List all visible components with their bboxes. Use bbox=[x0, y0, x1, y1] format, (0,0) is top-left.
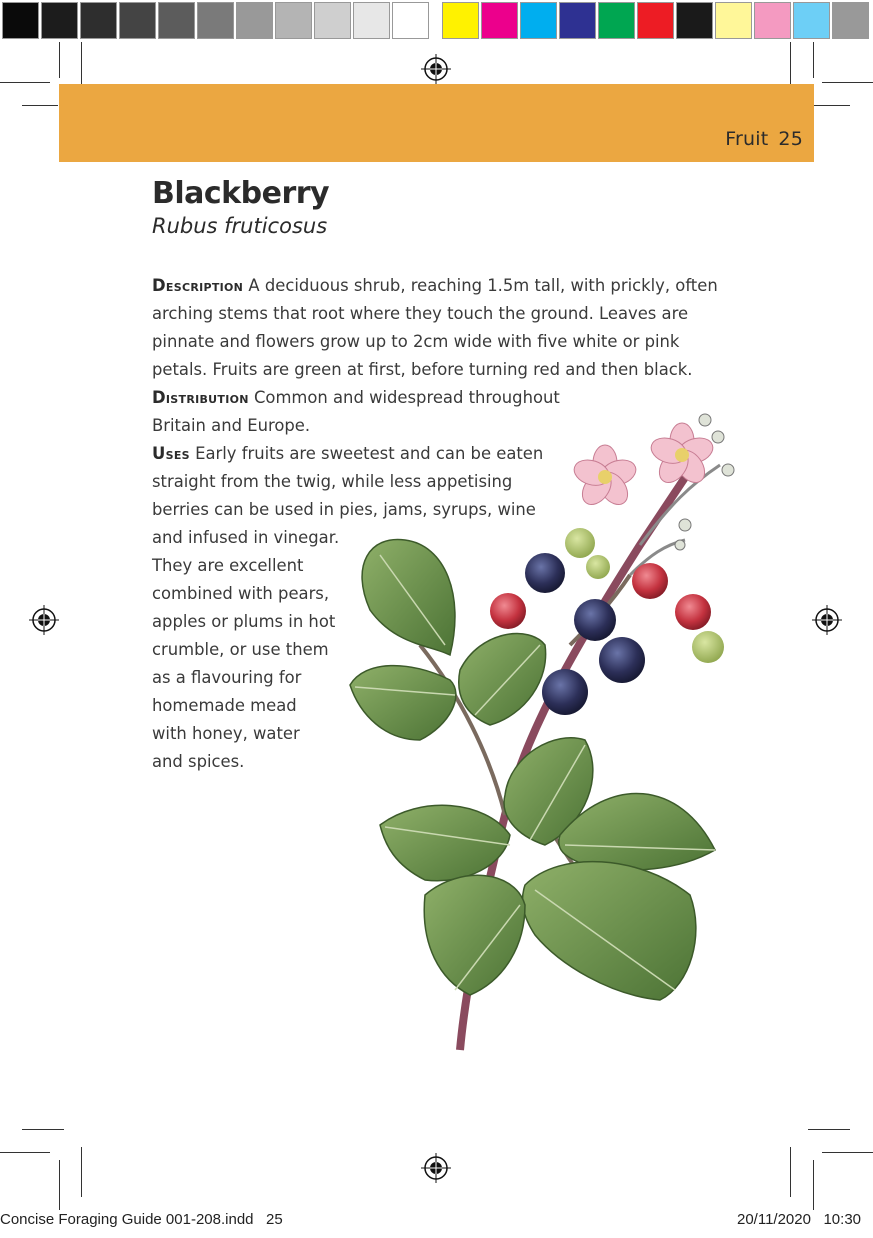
color-swatch bbox=[559, 2, 596, 39]
text-line: crumble, or use them bbox=[152, 640, 329, 659]
color-swatch bbox=[676, 2, 713, 39]
red-berry bbox=[632, 563, 668, 599]
text-line: petals. Fruits are green at first, before turning red and then black. bbox=[152, 360, 693, 379]
red-berry bbox=[675, 594, 711, 630]
color-swatch bbox=[2, 2, 39, 39]
crop-mark bbox=[790, 1147, 791, 1197]
text-line: with honey, water bbox=[152, 724, 300, 743]
color-swatch bbox=[119, 2, 156, 39]
leaf bbox=[350, 666, 456, 740]
text-line: as a flavouring for bbox=[152, 668, 302, 687]
section-name: Fruit bbox=[725, 128, 769, 150]
text-line: straight from the twig, while less appetising bbox=[152, 472, 513, 491]
color-swatch bbox=[442, 2, 479, 39]
green-berry bbox=[692, 631, 724, 663]
color-swatch bbox=[158, 2, 195, 39]
registration-mark-icon bbox=[29, 605, 59, 635]
text-line: Description A deciduous shrub, reaching 1.5m tall, with prickly, often bbox=[152, 276, 718, 295]
color-swatch bbox=[832, 2, 869, 39]
crop-mark bbox=[822, 82, 873, 83]
text-line: arching stems that root where they touch the ground. Leaves are bbox=[152, 304, 689, 323]
file-slug: Concise Foraging Guide 001-208.indd 25 bbox=[0, 1211, 283, 1228]
crop-mark bbox=[59, 1160, 60, 1210]
text-line: combined with pears, bbox=[152, 584, 330, 603]
color-swatch bbox=[793, 2, 830, 39]
registration-mark-icon bbox=[812, 605, 842, 635]
distribution-label: Distribution bbox=[152, 388, 249, 407]
color-swatch bbox=[353, 2, 390, 39]
running-header bbox=[725, 128, 803, 150]
species-common-name: Blackberry bbox=[152, 176, 330, 211]
text-line: Britain and Europe. bbox=[152, 416, 311, 435]
crop-mark bbox=[81, 1147, 82, 1197]
color-swatch bbox=[236, 2, 273, 39]
crop-mark bbox=[0, 82, 50, 83]
color-swatch bbox=[637, 2, 674, 39]
black-berry bbox=[525, 553, 565, 593]
flower-bud bbox=[722, 464, 734, 476]
text-line: apples or plums in hot bbox=[152, 612, 336, 631]
color-swatch bbox=[392, 2, 429, 39]
leaf bbox=[424, 875, 525, 995]
registration-mark-icon bbox=[421, 1153, 451, 1183]
text-line: Uses Early fruits are sweetest and can be eaten bbox=[152, 444, 544, 463]
crop-mark bbox=[822, 1152, 873, 1153]
species-latin-name: Rubus fruticosus bbox=[152, 214, 328, 238]
crop-mark bbox=[813, 1160, 814, 1210]
registration-mark-icon bbox=[421, 54, 451, 84]
black-berry bbox=[574, 599, 616, 641]
color-swatch bbox=[754, 2, 791, 39]
color-swatch bbox=[275, 2, 312, 39]
black-berry bbox=[599, 637, 645, 683]
color-swatch bbox=[314, 2, 351, 39]
flower-bud bbox=[679, 519, 691, 531]
crop-mark bbox=[813, 42, 814, 78]
text-line: and infused in vinegar. bbox=[152, 528, 340, 547]
blackberry-illustration bbox=[340, 395, 750, 1075]
color-swatch bbox=[520, 2, 557, 39]
text-line: pinnate and flowers grow up to 2cm wide with five white or pink bbox=[152, 332, 680, 351]
leaf bbox=[459, 634, 546, 725]
flower-bud bbox=[712, 431, 724, 443]
pink-flower bbox=[571, 445, 639, 510]
text-line: They are excellent bbox=[152, 556, 304, 575]
flower-bud bbox=[675, 540, 685, 550]
color-swatch bbox=[41, 2, 78, 39]
text-line: berries can be used in pies, jams, syrups, wine bbox=[152, 500, 536, 519]
text-line: and spices. bbox=[152, 752, 245, 771]
page-number: 25 bbox=[778, 128, 803, 150]
color-swatch bbox=[598, 2, 635, 39]
crop-mark bbox=[0, 1152, 50, 1153]
color-calibration-bar bbox=[0, 0, 873, 42]
crop-mark bbox=[22, 105, 58, 106]
crop-mark bbox=[59, 42, 60, 78]
color-swatch bbox=[715, 2, 752, 39]
leaf bbox=[522, 862, 695, 1000]
text-line: Distribution Common and widespread throughout bbox=[152, 388, 560, 407]
color-swatch bbox=[80, 2, 117, 39]
color-swatch bbox=[481, 2, 518, 39]
green-berry bbox=[586, 555, 610, 579]
section-header-band bbox=[59, 84, 814, 162]
color-swatch bbox=[197, 2, 234, 39]
red-berry bbox=[490, 593, 526, 629]
text-line: homemade mead bbox=[152, 696, 297, 715]
uses-label: Uses bbox=[152, 444, 190, 463]
description-paragraph bbox=[152, 272, 718, 384]
crop-mark bbox=[22, 1129, 64, 1130]
green-berry bbox=[565, 528, 595, 558]
crop-mark bbox=[808, 1129, 850, 1130]
flower-bud bbox=[699, 414, 711, 426]
leaf bbox=[362, 539, 455, 655]
black-berry bbox=[542, 669, 588, 715]
print-timestamp: 20/11/2020 10:30 bbox=[737, 1211, 861, 1228]
crop-mark bbox=[814, 105, 850, 106]
description-label: Description bbox=[152, 276, 244, 295]
